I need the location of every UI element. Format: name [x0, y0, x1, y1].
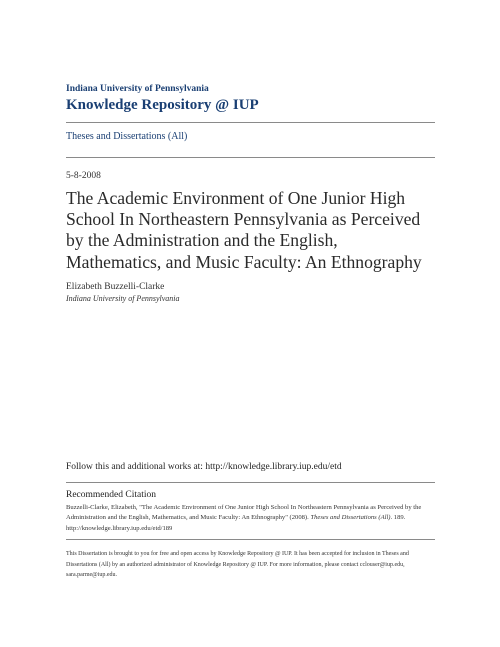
citation-line: Administration and the English, Mathematics, and Music Faculty: An Ethnography" (2008). Theses and Dissertations (All). 189.	[66, 514, 406, 522]
follow-line	[66, 462, 342, 472]
follow-text: Follow this and additional works at:	[66, 462, 206, 472]
title-line: by the Administration and the English,	[66, 230, 338, 251]
title-line: School In Northeastern Pennsylvania as Perceived	[66, 209, 421, 230]
citation-heading: Recommended Citation	[66, 490, 156, 500]
author-affiliation: Indiana University of Pennsylvania	[66, 294, 180, 303]
notice-line: Dissertations (All) by an authorized administrator of Knowledge Repository @ IUP. For more information, please contact cclouser@iup.edu,	[66, 561, 405, 568]
access-notice	[66, 549, 436, 581]
notice-line: This Dissertation is brought to you for free and open access by Knowledge Repository @ IUP. It has been accepted for inclusion in Theses and	[66, 551, 409, 557]
divider	[66, 539, 435, 540]
title-line: Mathematics, and Music Faculty: An Ethnography	[66, 251, 422, 272]
citation-text	[66, 503, 436, 534]
repository-name[interactable]: Knowledge Repository @ IUP	[66, 97, 259, 113]
citation-series: Theses and Dissertations (All)	[310, 514, 391, 522]
citation-url-link[interactable]: http://knowledge.library.iup.edu/etd/189	[66, 524, 173, 532]
citation-line: Buzzelli-Clarke, Elizabeth, "The Academic Environment of One Junior High School In Northeastern Pennsylvania as Perceived by the	[66, 504, 422, 511]
title-line: The Academic Environment of One Junior High	[66, 188, 406, 208]
university-name: Indiana University of Pennsylvania	[66, 84, 209, 94]
author-name: Elizabeth Buzzelli-Clarke	[66, 282, 165, 292]
divider	[66, 122, 435, 123]
divider	[66, 482, 435, 483]
divider	[66, 157, 435, 158]
publication-date: 5-8-2008	[66, 171, 101, 181]
collection-link[interactable]: Theses and Dissertations (All)	[66, 131, 188, 142]
etd-link[interactable]: http://knowledge.library.iup.edu/etd	[205, 462, 342, 472]
notice-line: sara.parme@iup.edu.	[66, 572, 118, 579]
document-title	[66, 188, 438, 273]
